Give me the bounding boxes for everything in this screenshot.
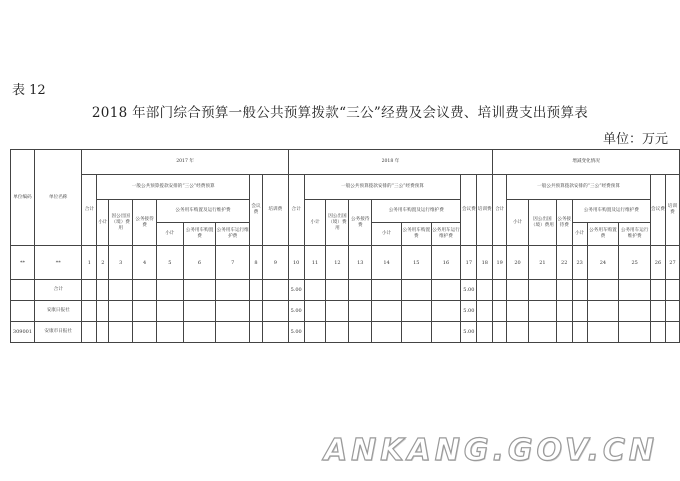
- row-unit-name: 安康日报社: [34, 301, 82, 322]
- col-reception-2018: 公务接待费: [349, 200, 372, 246]
- unit-label: 单位：万元: [602, 132, 668, 147]
- col-meeting-2017: 会议费: [250, 175, 263, 246]
- col-number: **: [34, 246, 82, 280]
- col-subtotal-2018: 小计: [304, 200, 326, 246]
- group-2018: 2018 年: [288, 150, 493, 175]
- col-number: 11: [304, 246, 326, 280]
- table-row: [11, 280, 680, 301]
- row-total-2018: 5.00: [288, 280, 304, 301]
- budget-table-container: [10, 149, 680, 343]
- col-number: 6: [183, 246, 216, 280]
- col-purchase-2017: 公务用车购置费: [183, 223, 216, 246]
- col-number: 15: [401, 246, 431, 280]
- col-reception-2017: 公务接待费: [133, 200, 157, 246]
- site-watermark: ANKANG.GOV.CN: [323, 433, 658, 468]
- sangong-change: 一般公共预算拨款安排的“三公”经费预算: [507, 175, 651, 200]
- row-meeting-2018: 5.00: [461, 322, 477, 343]
- table-number: 表 12: [12, 83, 46, 98]
- col-number: 20: [507, 246, 529, 280]
- col-operation-2017: 公务用车运行维护费: [216, 223, 250, 246]
- group-2017: 2017 年: [82, 150, 288, 175]
- row-total-2018: 5.00: [288, 301, 304, 322]
- col-number: 10: [288, 246, 304, 280]
- col-unit-code: 单位编码: [11, 150, 35, 246]
- col-subtotal-2017: 小计: [97, 200, 109, 246]
- col-number: **: [11, 246, 35, 280]
- row-unit-name: 安康市日报社: [34, 322, 82, 343]
- sangong-2017: 一般公共预算拨款安排的“三公”经费预算: [97, 175, 250, 200]
- col-purchase-2018: 公务用车购置费: [401, 223, 431, 246]
- col-operation-change: 公务用车运行维护费: [619, 223, 651, 246]
- col-subtotal-change: 小计: [507, 200, 529, 246]
- col-number: 7: [216, 246, 250, 280]
- col-number: 27: [665, 246, 679, 280]
- group-change: 增减变化情况: [493, 150, 680, 175]
- header-row-3: [11, 200, 680, 223]
- vehicle-2018: 公务用车购置及运行维护费: [372, 200, 461, 223]
- col-vehicle-subtotal-change: 小计: [572, 223, 587, 246]
- col-total-2018: 合计: [288, 175, 304, 246]
- document-title: 2018 年部门综合预算一般公共预算拨款“三公”经费及会议费、培训费支出预算表: [91, 105, 589, 121]
- table-row: [11, 322, 680, 343]
- row-meeting-2018: 5.00: [461, 280, 477, 301]
- col-number: 3: [109, 246, 133, 280]
- col-number: 8: [250, 246, 263, 280]
- col-operation-2018: 公务用车运行维护费: [431, 223, 461, 246]
- col-training-2017: 培训费: [262, 175, 288, 246]
- col-number: 19: [493, 246, 507, 280]
- vehicle-2017: 公务用车购置及运行维护费: [156, 200, 249, 223]
- column-number-row: [11, 246, 680, 280]
- col-vehicle-subtotal-2017: 小计: [156, 223, 183, 246]
- col-number: 22: [556, 246, 572, 280]
- col-training-change: 培训费: [665, 175, 679, 246]
- col-reception-change: 公务接待费: [556, 200, 572, 246]
- col-meeting-change: 会议费: [651, 175, 666, 246]
- row-unit-code: 309001: [11, 322, 35, 343]
- col-meeting-2018: 会议费: [461, 175, 477, 246]
- col-abroad-change: 因公出国（境）费用: [528, 200, 556, 246]
- header-row-2: [11, 175, 680, 200]
- col-number: 23: [572, 246, 587, 280]
- col-unit-name: 单位名称: [34, 150, 82, 246]
- col-number: 9: [262, 246, 288, 280]
- sangong-2018: 一般公共预算拨款安排的“三公”经费预算: [304, 175, 461, 200]
- col-vehicle-subtotal-2018: 小计: [372, 223, 402, 246]
- col-number: 2: [97, 246, 109, 280]
- table-row: [11, 301, 680, 322]
- row-unit-code: [11, 301, 35, 322]
- row-unit-name: 合计: [34, 280, 82, 301]
- col-number: 24: [587, 246, 619, 280]
- header-row-1: [11, 150, 680, 175]
- col-training-2018: 培训费: [477, 175, 493, 246]
- col-number: 26: [651, 246, 666, 280]
- col-number: 16: [431, 246, 461, 280]
- row-meeting-2018: 5.00: [461, 301, 477, 322]
- col-number: 12: [326, 246, 349, 280]
- budget-table: [10, 149, 680, 343]
- vehicle-change: 公务用车购置及运行维护费: [572, 200, 650, 223]
- row-total-2018: 5.00: [288, 322, 304, 343]
- col-number: 4: [133, 246, 157, 280]
- col-number: 17: [461, 246, 477, 280]
- row-unit-code: [11, 280, 35, 301]
- col-number: 5: [156, 246, 183, 280]
- col-number: 13: [349, 246, 372, 280]
- col-total-2017: 合计: [82, 175, 97, 246]
- col-number: 18: [477, 246, 493, 280]
- col-abroad-2018: 因公出国（境）费用: [326, 200, 349, 246]
- col-total-change: 合计: [493, 175, 507, 246]
- col-number: 21: [528, 246, 556, 280]
- col-abroad-2017: 因公出国（境）费用: [109, 200, 133, 246]
- col-number: 25: [619, 246, 651, 280]
- col-number: 1: [82, 246, 97, 280]
- col-purchase-change: 公务用车购置费: [587, 223, 619, 246]
- col-number: 14: [372, 246, 402, 280]
